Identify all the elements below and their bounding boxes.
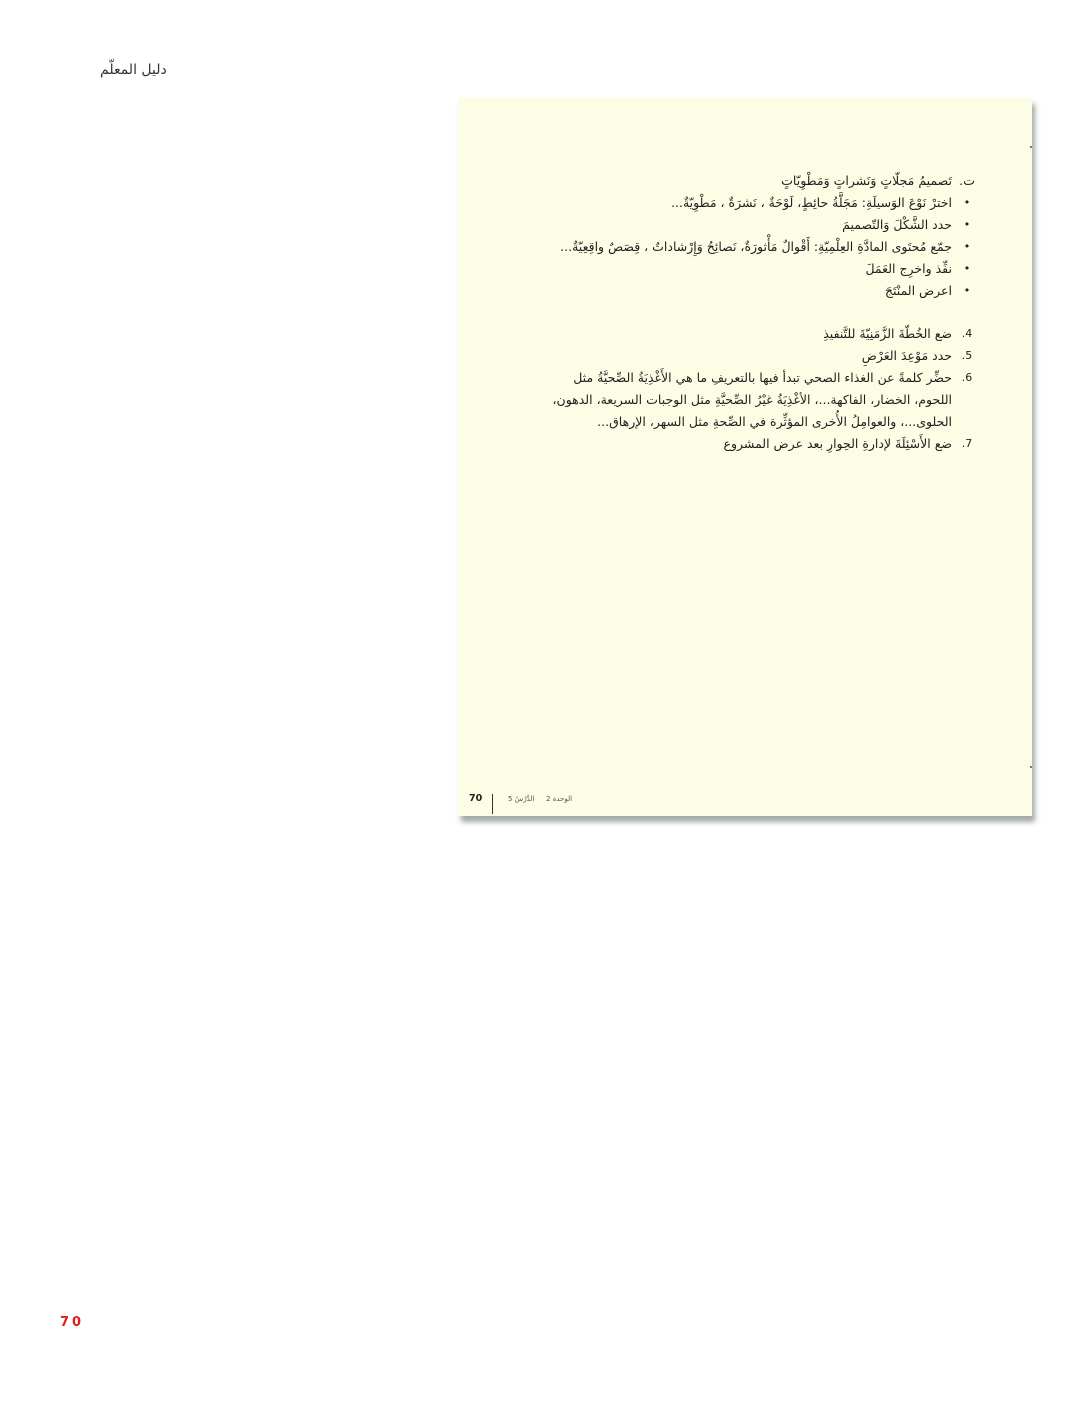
step-text: حضِّر كلمةً عن الغذاء الصحي تبدأ فيها بالتعريفِ ما هي الأَغْذِيَةُ الصِّحيَّةُ مثل اللحوم، الخضار، الفاكهة...، الأغْذِيَةُ غيْرُ الصِّحيَّةِ مثل الوجبات السريعة، الدهون، الحلوى...، والعوامِلُ الأُخرى المؤثِّرة في الصِّحةِ مثل السهر، الإرهاق... (552, 370, 952, 429)
embedded-page-number: 70 (469, 793, 483, 804)
crop-mark (1030, 146, 1032, 148)
list-item (532, 214, 971, 236)
crop-mark (1030, 766, 1032, 768)
page-content (532, 170, 975, 455)
list-item (532, 236, 971, 258)
list-item (532, 192, 971, 214)
step-number: 4. (961, 327, 973, 340)
bullet-icon: • (963, 284, 971, 297)
spacer (532, 302, 952, 323)
step-number: 5. (961, 349, 973, 362)
step-item (532, 367, 973, 433)
list-item (532, 280, 971, 302)
section-marker: ت. (959, 173, 975, 188)
step-text: ضع الخُطّةَ الزَّمَنِيّةَ للتَّنفيذِ (823, 326, 952, 341)
section-t-heading (532, 170, 975, 192)
step-item (532, 323, 973, 345)
page-number: 70 (60, 1315, 85, 1330)
list-item-text: نفِّذ واخرِج العَمَلَ (865, 261, 952, 276)
bullet-icon: • (963, 218, 971, 231)
step-number: 7. (961, 437, 973, 450)
step-item (532, 345, 973, 367)
running-header: دليل المعلّم (100, 62, 167, 78)
lesson-label: الدَّرْسُ 5 (508, 795, 535, 803)
embedded-page-footer (458, 788, 658, 816)
bullet-icon: • (963, 196, 971, 209)
step-text: حدد مَوْعِدَ العَرْضِ (861, 348, 952, 363)
list-item-text: حدد الشَّكْلَ وَالتّصميمَ (842, 217, 952, 232)
step-item (532, 433, 973, 455)
step-number: 6. (961, 371, 973, 384)
step-text: ضع الأَسْئِلَةَ لإدارةِ الحِوارِ بعد عرض المشروع (723, 436, 952, 451)
list-item (532, 258, 971, 280)
bullet-icon: • (963, 240, 971, 253)
section-title: تَصميمُ مَجلّاتٍ وَنَشراتٍ وَمَطْوِيّاتٍ (781, 173, 952, 188)
unit-label: الوحدة 2 (546, 795, 573, 803)
list-item-text: جمّع مُحتَوى المادَّةِ العِلْمِيّةِ: أَقْوالٌ مَأْثورَةٌ، نَصائِحُ وَإِرْشاداتٌ ، قِصَصٌ واقِعِيّةٌ... (560, 239, 952, 254)
bullet-icon: • (963, 262, 971, 275)
list-item-text: اعرض المنْتَجَ (884, 283, 952, 298)
embedded-page (458, 98, 1032, 816)
footer-divider (492, 794, 493, 814)
list-item-text: اخترْ نَوْعَ الوَسيلَةِ: مَجَلَّةُ حائِطٍ، لَوْحَةٌ ، نَشرَةٌ ، مَطْوِيّةٌ... (671, 195, 952, 210)
